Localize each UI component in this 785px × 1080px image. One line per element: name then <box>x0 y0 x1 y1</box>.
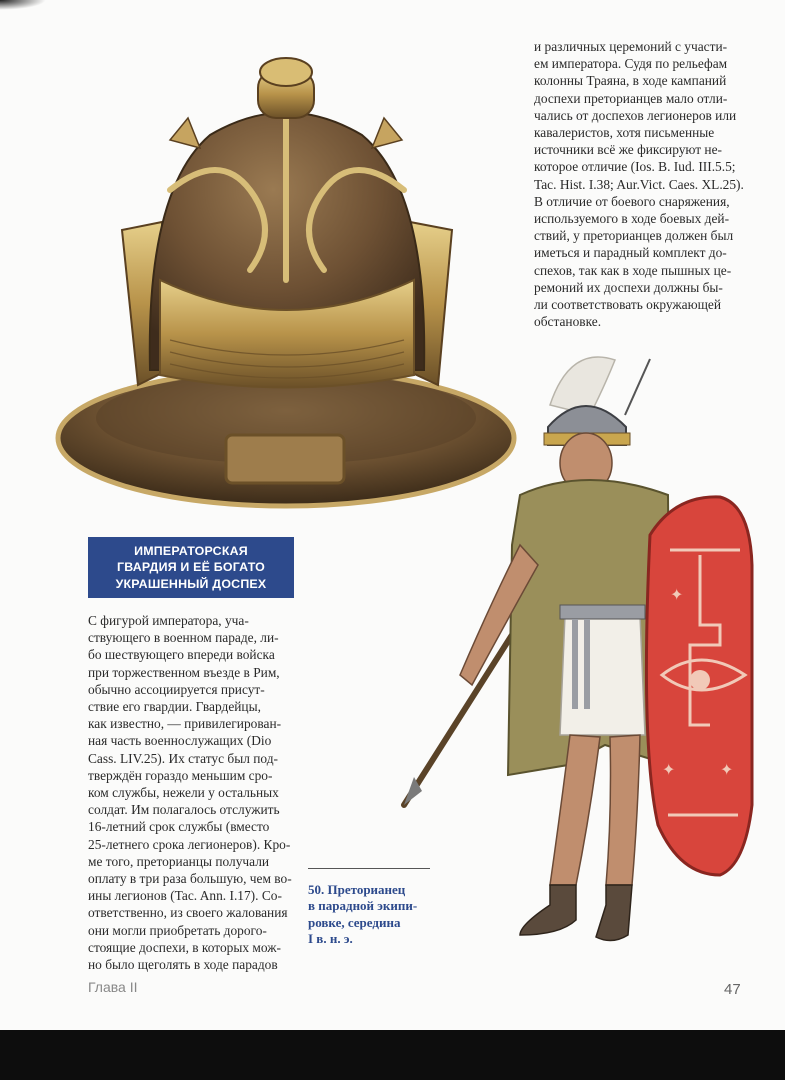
left-column-text: С фигурой императора, уча- ствующего в военном параде, ли- бо шествующего впереди войска при торжественном въезде в Рим, обычно ассоциируется присут- ствие его гвардии. Гвардейцы, как известно, — привилегирован- ная часть военнослужащих (Dio Cass. LIV.25). Их статус был под- тверждён гораздо меньшим сро- ком службы, нежели у остальных солдат. Им полагалось отслужить 16-летний срок службы (вместо 25-летнего срока легионеров). Кро- ме того, преторианцы получали оплату в три раза большую, чем во- ины легионов (Tac. Ann. I.17). Со- ответственно, из своего жалования они могли приобретать дорого- стоящие доспехи, в которых мож- но было щеголять в ходе парадов <box>88 613 292 973</box>
praetorian-illustration <box>400 345 770 960</box>
svg-text:✦: ✦ <box>720 760 734 779</box>
scan-shadow <box>0 0 46 10</box>
right-column-text: и различных церемоний с участи- ем императора. Судя по рельефам колонны Траяна, в ходе кампаний доспехи преторианцев мало отли- чались от доспехов легионеров или кавалеристов, хотя письменные источники всё же фиксируют не- которое отличие (Ios. B. Iud. III.5.5; Tac. Hist. I.38; Aur.Vict. Caes. XL.25). В отличие от боевого снаряжения, используемого в ходе боевых дей- ствий, у преторианцев должен был иметься и парадный комплект до- спехов, так как в ходе пышных це- ремоний их доспехи должны бы- ли соответствовать окружающей обстановке. <box>534 39 744 330</box>
section-heading: ИМПЕРАТОРСКАЯ ГВАРДИЯ И ЕЁ БОГАТО УКРАШЕННЫЙ ДОСПЕХ <box>88 537 294 598</box>
svg-text:✦: ✦ <box>662 760 676 779</box>
scan-bottom-band <box>0 1030 785 1080</box>
page-number: 47 <box>724 981 741 998</box>
figure-caption: 50. Преторианец в парадной экипи- ровке, середина I в. н. э. <box>308 882 418 947</box>
caption-rule <box>308 868 430 869</box>
svg-text:✦: ✦ <box>670 585 684 604</box>
footer-chapter: Глава II <box>88 979 138 995</box>
